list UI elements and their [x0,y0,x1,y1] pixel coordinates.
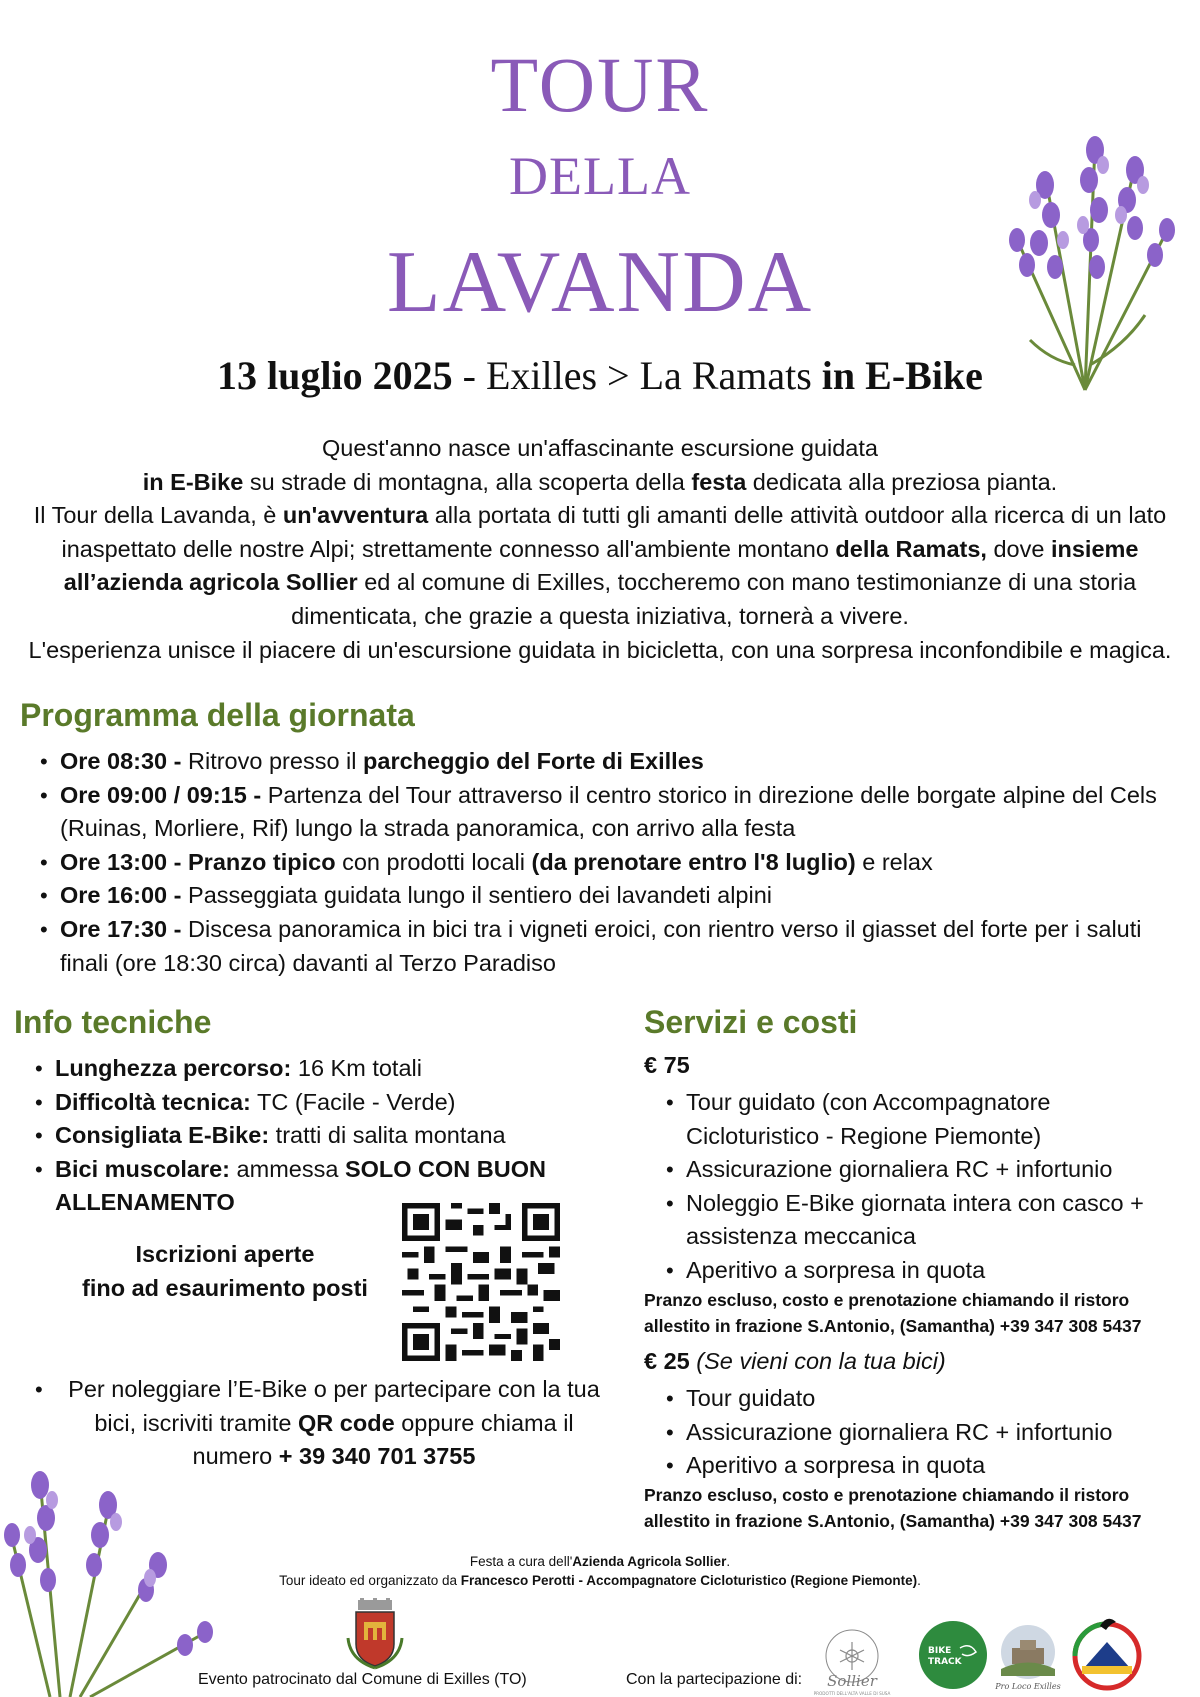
footer-text: Tour ideato ed organizzato da [279,1573,461,1588]
pro-loco-exilles-logo [990,1614,1066,1694]
partecipazione-label: Con la partecipazione di: [626,1671,803,1688]
servizi-list-25 [664,1382,1184,1483]
programma-item [38,913,1188,980]
intro-bold: insieme all’azienda agricola Sollier [63,535,1139,596]
programma-list [38,745,1188,980]
event-route: - Exilles > La Ramats [452,353,822,398]
programma-text: e relax [855,848,933,875]
noleggio-text: oppure chiama il numero [192,1409,574,1470]
programma-bold: parcheggio del Forte di Exilles [363,748,704,774]
programma-time: Ore 17:30 - [60,915,182,942]
noleggio-bold: QR code [298,1409,395,1436]
intro-line [14,466,1186,500]
bike-track-logo [918,1620,988,1690]
servizi-item: • Tour guidato (con Accompagnatore Cicloturistico - Regione Piemonte) [664,1086,1184,1153]
intro-text: dove [986,535,1051,562]
footer-line [0,1571,1200,1590]
qr-code[interactable] [402,1203,560,1361]
footer-credits [0,1552,1200,1590]
servizi-heading: Servizi e costi [644,1004,858,1040]
programma-time: Ore 08:30 - [60,748,182,774]
servizi-list-75 [664,1086,1184,1288]
programma-text: con prodotti locali [335,848,532,875]
servizi-item: • Noleggio E-Bike giornata intera con casco + assistenza meccanica [664,1187,1184,1254]
patrocinio-text: Evento patrocinato dal Comune di Exilles (TO) [198,1671,527,1688]
info-bold: SOLO CON BUON ALLENAMENTO [55,1155,546,1216]
info-heading: Info tecniche [14,1004,212,1040]
intro-text: dedicata alla preziosa pianta. [746,468,1058,495]
intro-line [14,499,1186,633]
price-75: € 75 [644,1052,690,1078]
title-della: DELLA [509,146,691,206]
programma-bold: (da prenotare entro l'8 luglio) [531,848,856,875]
info-value: 16 Km totali [291,1055,422,1081]
intro-bold: festa [691,468,747,495]
sollier-logo [812,1620,892,1697]
footer-bold: Azienda Agricola Sollier [572,1554,727,1569]
info-item [33,1052,593,1086]
programma-time: Ore 09:00 / 09:15 - [60,781,262,808]
svg-text:Sollier: Sollier [827,1672,877,1690]
intro-paragraph [14,432,1186,667]
iscrizioni-line: fino ad esaurimento posti [82,1274,368,1301]
programma-text: Ritrovo presso il [181,748,364,774]
programma-item [38,745,1188,779]
pranzo-note: Pranzo escluso, costo e prenotazione chiamando il ristoro allestito in frazione S.Antonio, (Samantha) +39 347 308 5437 [644,1485,1142,1531]
info-item [33,1086,593,1120]
info-value: ammessa [230,1155,345,1182]
intro-line: Quest'anno nasce un'affascinante escursione guidata [322,435,878,461]
footer-line [0,1552,1200,1571]
servizi-item: • Aperitivo a sorpresa in quota [664,1449,1184,1483]
info-value: TC (Facile - Verde) [250,1088,456,1115]
pranzo-note: Pranzo escluso, costo e prenotazione chiamando il ristoro allestito in frazione S.Antonio, (Samantha) +39 347 308 5437 [644,1290,1142,1336]
footer-text: . [726,1554,731,1569]
title-lavanda: LAVANDA [386,234,814,331]
info-item [33,1119,593,1153]
price-25-value: € 25 [644,1348,690,1374]
amici-forte-exilles-logo [1070,1612,1144,1694]
programma-text: Passeggiata guidata lungo il sentiero dei lavandeti alpini [181,882,773,909]
intro-text: ed al comune di Exilles, toccheremo con mano testimonianze di una storia dimenticata, che grazie a questa iniziativa, tornerà a vivere. [291,569,1137,629]
info-label: Consigliata E-Bike: [55,1122,270,1149]
sollier-logo-sub: PRODOTTI DELL'ALTA VALLE DI SUSA [813,1691,891,1696]
footer-bold: Francesco Perotti - Accompagnatore Cicloturistico (Regione Piemonte) [460,1573,918,1588]
intro-bold: della Ramats, [835,535,987,562]
svg-text:Pro Loco Exilles: Pro Loco Exilles [995,1682,1061,1691]
servizi-item: • Assicurazione giornaliera RC + infortunio [664,1153,1184,1187]
event-subtitle [0,352,1200,399]
servizi-item: • Tour guidato [664,1382,1184,1416]
programma-heading: Programma della giornata [20,697,415,733]
info-label: Bici muscolare: [55,1155,231,1182]
info-label: Lunghezza percorso: [55,1055,292,1081]
exilles-coat-of-arms-icon [344,1598,406,1670]
iscrizioni-line: Iscrizioni aperte [135,1241,315,1267]
intro-line: L'esperienza unisce il piacere di un'escursione guidata in bicicletta, con una sorpresa inconfondibile e magica. [28,636,1172,663]
title-tour: TOUR [490,41,710,128]
programma-text: Partenza del Tour attraverso il centro storico in direzione delle borgate alpine del Cels (Ruinas, Morliere, Rif) lungo la strada panoramica, con arrivo alla festa [60,781,1157,842]
info-label: Difficoltà tecnica: [55,1088,251,1115]
programma-text: Discesa panoramica in bici tra i vigneti eroici, con rientro verso il giasset del forte per i saluti finali (ore 18:30 circa) davanti al Terzo Paradiso [60,915,1142,976]
phone-number[interactable]: + 39 340 701 3755 [278,1443,476,1470]
servizi-item: • Assicurazione giornaliera RC + infortunio [664,1416,1184,1450]
servizi-item: • Aperitivo a sorpresa in quota [664,1254,1184,1288]
price-25-note: (Se vieni con la tua bici) [696,1348,946,1374]
programma-time: Ore 16:00 - [60,882,182,909]
intro-text: alla portata di tutti gli amanti delle attività outdoor alla ricerca di un lato inaspettato delle nostre Alpi; strettamente connesso all'ambiente montano [61,502,1167,562]
iscrizioni-box [40,1238,410,1305]
svg-text:BIKE: BIKE [928,1646,952,1656]
svg-text:TRACK: TRACK [928,1657,962,1667]
intro-text: Il Tour della Lavanda, è [33,502,283,529]
programma-item [38,879,1188,913]
intro-text: su strade di montagna, alla scoperta della [243,468,692,495]
info-list [33,1052,593,1220]
intro-bold: un'avventura [282,502,429,529]
programma-item [38,779,1188,846]
intro-bold: in E-Bike [142,468,244,495]
programma-time: Ore 13:00 - Pranzo tipico [60,848,336,875]
programma-item [38,846,1188,880]
footer-text: Festa a cura dell' [469,1554,573,1569]
event-mode: in E-Bike [821,353,983,398]
noleggio-text: Per noleggiare l’E-Bike o per partecipare con la tua bici, iscriviti tramite [68,1376,600,1436]
footer-text: . [917,1573,921,1588]
info-value: tratti di salita montana [269,1122,506,1149]
price-25 [644,1348,946,1375]
event-date: 13 luglio 2025 [217,353,453,398]
